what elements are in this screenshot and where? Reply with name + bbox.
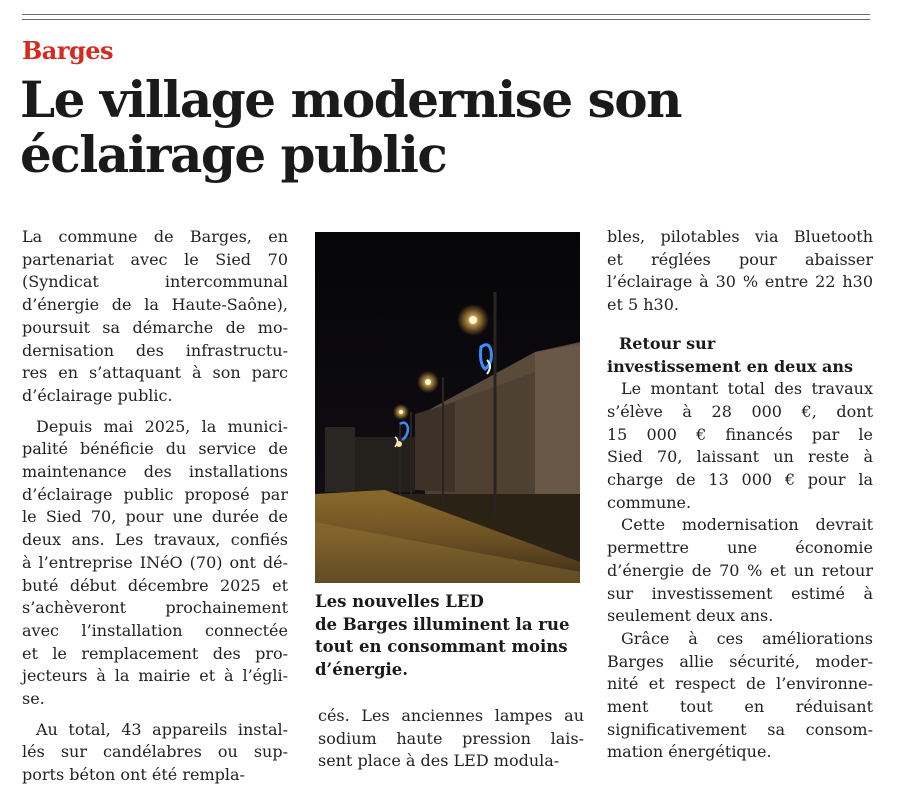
text-line: d’énergie de la Haute-Saône),: [22, 295, 288, 315]
text-line: mation énergétique.: [607, 742, 772, 762]
text-line: partenariat avec le Sied 70: [22, 249, 288, 269]
text-line: 15 000 € financés par le: [607, 424, 873, 444]
text-line: dernisation des infrastructu-: [22, 340, 288, 360]
top-rule: [22, 14, 870, 15]
text-line: (Syndicat intercommunal: [22, 272, 288, 292]
text-line: nité et respect de l’environne-: [607, 674, 873, 694]
text-line: ports béton ont été rempla-: [22, 765, 245, 785]
subhead-line: Retour sur: [619, 333, 716, 353]
text-line: lés sur candélabres ou sup-: [22, 742, 288, 762]
text-line: charge de 13 000 € pour la: [607, 470, 873, 490]
text-line: Sied 70, laissant un reste à: [607, 447, 873, 467]
text-line: jecteurs à la mairie et à l’égli-: [22, 666, 288, 686]
paragraph-maintenance: [22, 416, 288, 711]
text-line: cés. Les anciennes lampes au: [318, 706, 584, 725]
caption-line: tout en consommant moins: [315, 637, 568, 656]
text-line: à l’entreprise INéO (70) ont dé-: [22, 552, 288, 572]
text-line: permettre une économie: [607, 538, 873, 558]
headline-line: éclairage public: [20, 125, 447, 184]
text-line: Depuis mai 2025, la munici-: [36, 416, 288, 436]
paragraph-intro: [22, 226, 288, 408]
caption-line: d’énergie.: [315, 659, 409, 679]
text-line: d’éclairage public proposé par: [22, 484, 288, 504]
column-2-continuation: [318, 705, 584, 773]
paragraph-lampes: [318, 705, 584, 773]
text-line: Le montant total des travaux: [621, 379, 873, 399]
text-line: bles, pilotables via Bluetooth: [607, 227, 873, 246]
top-rule-2: [22, 19, 870, 20]
text-line: et 5 h30.: [607, 295, 679, 315]
headline-line: Le village modernise son: [20, 70, 681, 129]
caption-line: de Barges illuminent la rue: [315, 614, 570, 634]
paragraph-appareils: [22, 719, 288, 787]
text-line: avec l’installation connectée: [22, 620, 288, 640]
caption-line: Les nouvelles LED: [315, 592, 484, 611]
paragraph-montant: [607, 378, 873, 514]
text-line: le Sied 70, pour une durée de: [22, 507, 288, 527]
text-line: et le remplacement des pro-: [22, 643, 288, 663]
text-line: buté début décembre 2025 et: [22, 575, 288, 595]
subhead-line: investissement en deux ans: [607, 356, 854, 376]
text-line: La commune de Barges, en: [22, 227, 288, 246]
text-line: sent place à des LED modula-: [318, 751, 560, 771]
text-line: seulement deux ans.: [607, 606, 774, 626]
text-line: Au total, 43 appareils instal-: [36, 719, 288, 739]
text-line: d’éclairage public.: [22, 385, 173, 405]
text-line: maintenance des installations: [22, 462, 288, 482]
text-line: deux ans. Les travaux, confiés: [22, 530, 288, 550]
text-line: palité bénéficie du service de: [22, 439, 288, 459]
text-line: s’élève à 28 000 €, dont: [607, 401, 873, 421]
photo-caption: [315, 591, 585, 681]
text-line: et réglées pour abaisser: [607, 249, 873, 269]
section-kicker: Barges: [22, 36, 114, 65]
text-line: Cette modernisation devrait: [621, 515, 873, 535]
text-line: se.: [22, 689, 45, 709]
text-line: commune.: [607, 492, 692, 512]
subhead-retour-investissement: [607, 333, 873, 378]
paragraph-economie: [607, 514, 873, 628]
street-night-photo: [315, 232, 580, 583]
text-line: s’achèveront prochainement: [22, 598, 288, 618]
article-photo: [315, 232, 580, 583]
text-line: res en s’attaquant à son parc: [22, 363, 288, 383]
text-line: Barges allie sécurité, moder-: [607, 651, 873, 671]
column-3: [607, 226, 873, 764]
text-line: l’éclairage à 30 % entre 22 h30: [607, 272, 873, 292]
text-line: poursuit sa démarche de mo-: [22, 317, 288, 337]
paragraph-bluetooth: [607, 226, 873, 317]
text-line: sur investissement estimé à: [607, 583, 873, 603]
column-1: [22, 226, 288, 787]
text-line: ment tout en réduisant: [607, 697, 873, 717]
article-headline: [20, 72, 880, 182]
paragraph-conclusion: [607, 628, 873, 764]
text-line: significativement sa consom-: [607, 719, 873, 739]
text-line: sodium haute pression lais-: [318, 728, 584, 748]
text-line: d’énergie de 70 % et un retour: [607, 560, 873, 580]
text-line: Grâce à ces améliorations: [621, 628, 873, 648]
